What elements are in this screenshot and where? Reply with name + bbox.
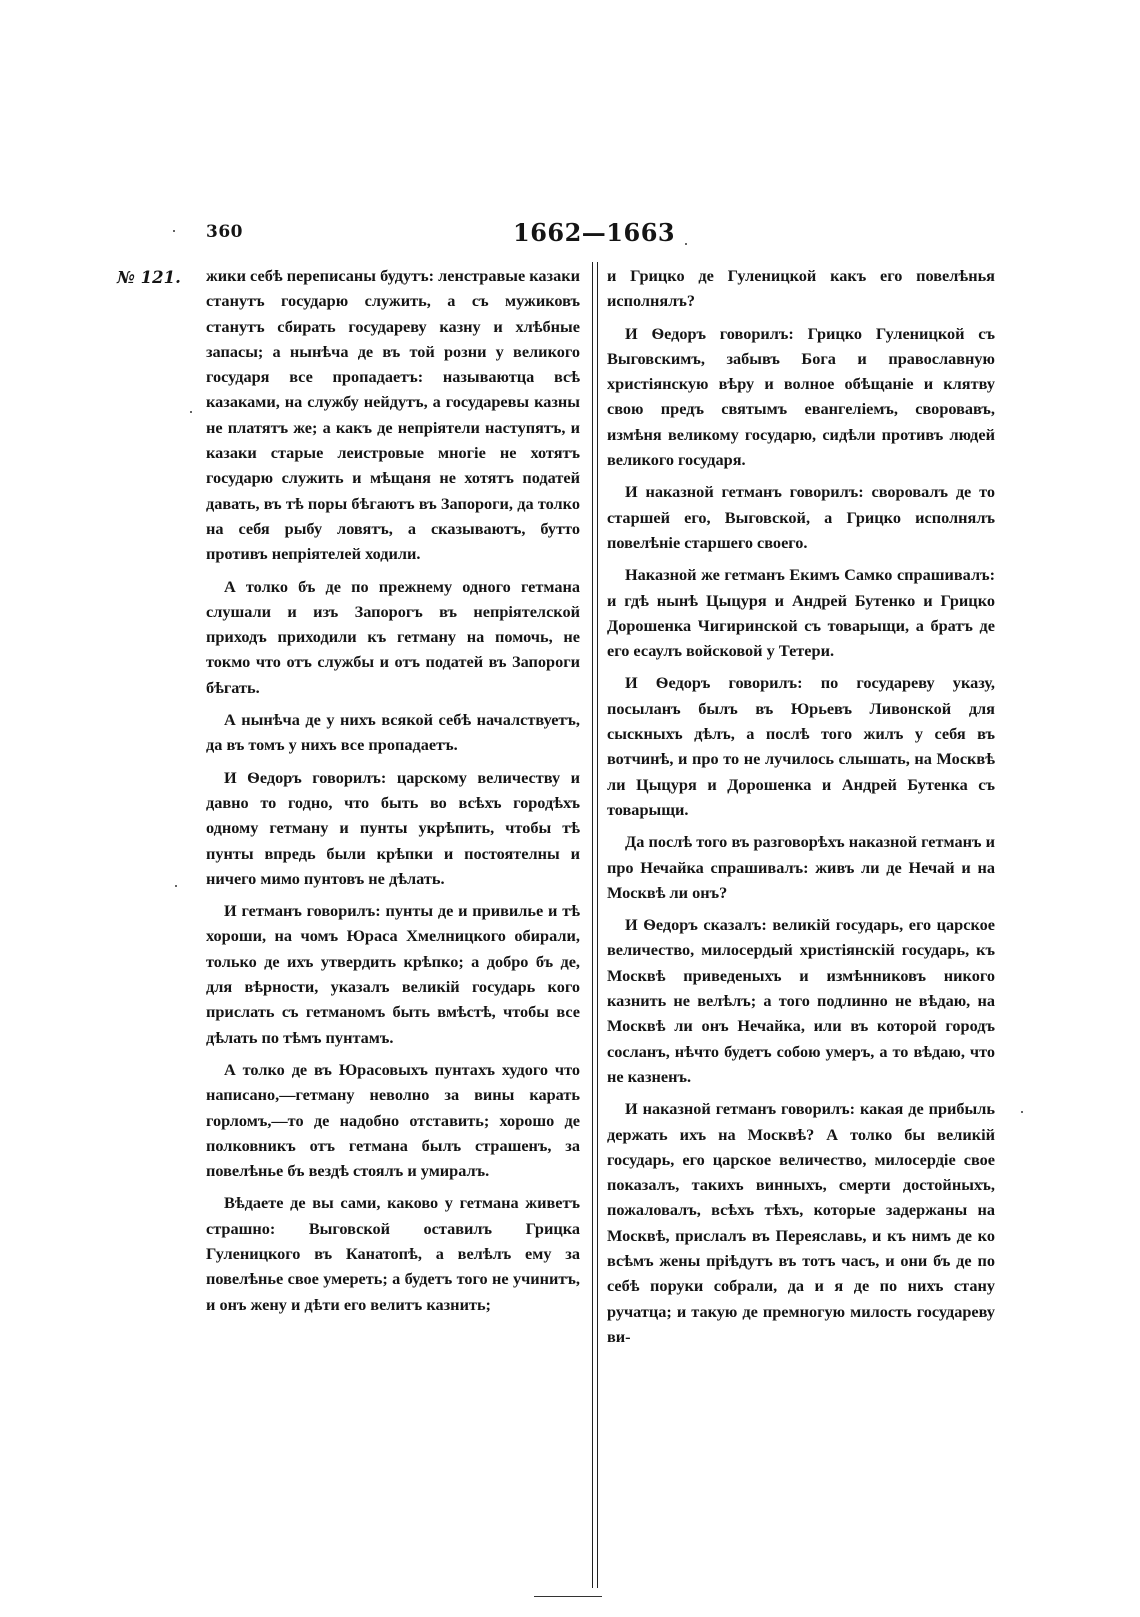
paragraph: жики себѣ переписаны будутъ: ленстравые казаки станутъ государю служить, а съ мужиковъ станутъ сбирать государеву казну и хлѣбные запасы; а нынѣча де въ той розни у великого государя все пропадаетъ: называютца всѣ казаками, на службу нейдутъ, а государевы казны не платятъ же; а какъ де непріятели наступятъ, и казаки старые леистровые многіе не хотятъ государю служить и мѣщаня не хотятъ податей давать, въ тѣ поры бѣгаютъ въ Запороги, да толко на себя рыбу ловятъ, а сказываютъ, бутто противъ непріятелей ходили.: [206, 266, 580, 564]
paragraph: И Ѳедоръ говорилъ: Грицко Гуленицкой съ Выговскимъ, забывъ Бога и православную христіянскую вѣру и волное обѣщаніе и клятву свою предъ святымъ евангеліемъ, своровавъ, измѣня великому государю, сидѣли противъ людей великого государя.: [607, 323, 995, 470]
column-divider: [592, 262, 598, 1588]
print-speck: [1021, 1111, 1023, 1113]
left-column: [206, 263, 580, 1324]
paragraph: И Ѳедоръ сказалъ: великій государь, его царское величество, милосердый христіянскій государь, къ Москвѣ приведеныхъ и измѣнниковъ никого казнить не велѣлъ; а того подлинно не вѣдаю, на Москвѣ ли онъ Нечайка, или въ которой городъ сосланъ, нѣчто будетъ собою умеръ, а то вѣдаю, что не казненъ.: [607, 915, 995, 1086]
right-column: [607, 263, 995, 1356]
paragraph: И наказной гетманъ говорилъ: своровалъ де то старшей его, Выговской, а Грицко исполнялъ повелѣніе старшего своего.: [607, 482, 995, 552]
print-speck: [175, 885, 177, 887]
print-speck: [190, 411, 192, 413]
paragraph: А толко бъ де по прежнему одного гетмана слушали и изъ Запорогъ въ непріятелской приходъ приходили къ гетману на помочь, не токмо что отъ службы и отъ податей въ Запороги бѣгать.: [206, 576, 580, 697]
paragraph: И Ѳедоръ говорилъ: царскому величеству и давно то годно, что быть во всѣхъ городѣхъ одному гетману и пунты укрѣпить, чтобы тѣ пунты впредь были крѣпки и постоятелны и ничего мимо пунтовъ не дѣлать.: [206, 767, 580, 888]
paragraph: И наказной гетманъ говорилъ: какая де прибыль держать ихъ на Москвѣ? А толко бы великій государь, его царское величество, милосердіе свое показалъ, такихъ винныхъ, смерти достойныхъ, пожаловалъ, всѣхъ тѣхъ, которые задержаны на Москвѣ, прислалъ въ Переяславь, и къ нимъ де ко всѣмъ жены пріѣдутъ въ тотъ часъ, и они бъ де по себѣ поруки собрали, да и я де по нихъ стану ручатца; и такую де премногую милость государеву ви-: [607, 1099, 995, 1346]
print-speck: [173, 230, 175, 232]
paragraph: И Ѳедоръ говорилъ: по государеву указу, посыланъ былъ въ Юрьевъ Ливонской для сыскныхъ дѣлъ, а послѣ того жилъ у себя въ вотчинѣ, и про то не лучилось слышать, на Москвѣ ли Цыцуря и Дорошенка и Андрей Бутенка съ товарыщи.: [607, 673, 995, 819]
paragraph: А нынѣча де у нихъ всякой себѣ началствуетъ, да въ томъ у нихъ все пропадаетъ.: [206, 710, 580, 755]
running-title: 1662—1663: [513, 218, 676, 247]
footer-rule: [534, 1596, 602, 1597]
page-number: 360: [206, 222, 243, 242]
paragraph: А толко де въ Юрасовыхъ пунтахъ худого что написано,—гетману неволно за вины карать горломъ,—то де надобно отставить; хорошо де полковникъ отъ гетмана былъ страшенъ, за повелѣнье бъ вездѣ стоялъ и умиралъ.: [206, 1059, 580, 1181]
print-speck: [685, 243, 687, 245]
paragraph: Вѣдаете де вы сами, каково у гетмана живетъ страшно: Выговской оставилъ Грицка Гуленицкого въ Канатопѣ, а велѣлъ ему за повелѣнье свое умереть; а будетъ того не учинитъ, и онъ жену и дѣти его велитъ казнить;: [206, 1193, 580, 1314]
paragraph: Наказной же гетманъ Екимъ Самко спрашивалъ: и гдѣ нынѣ Цыцуря и Андрей Бутенко и Грицко Дорошенка Чигиринской съ товарыщи, а братъ де его есаулъ войсковой у Тетери.: [607, 565, 995, 661]
paragraph: и Грицко де Гуленицкой какъ его повелѣнья исполнялъ?: [607, 266, 995, 311]
paragraph: Да послѣ того въ разговорѣхъ наказной гетманъ и про Нечайка спрашивалъ: живъ ли де Нечай и на Москвѣ ли онъ?: [607, 832, 995, 902]
paragraph: И гетманъ говорилъ: пунты де и привилье и тѣ хороши, на чомъ Юраса Хмелницкого обирали, только де ихъ утвердить крѣпко; а добро бъ де, для вѣрности, указалъ великій государь кого прислать съ гетманомъ быть вмѣстѣ, чтобы все дѣлать по тѣмъ пунтамъ.: [206, 901, 580, 1047]
document-number: № 121.: [117, 268, 181, 287]
